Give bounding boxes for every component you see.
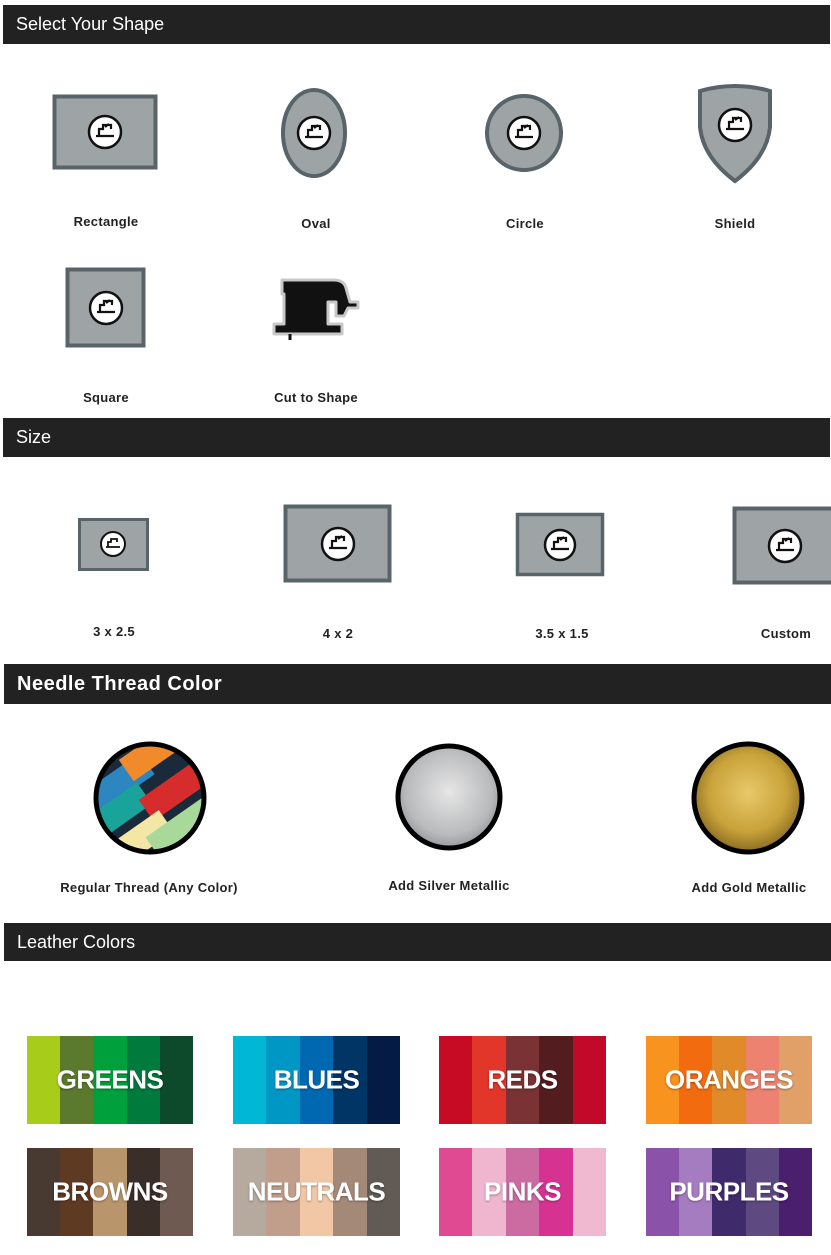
leather-swatch-reds[interactable]	[439, 1036, 606, 1124]
section-title: Size	[16, 427, 52, 447]
thread-option-regular[interactable]	[90, 738, 210, 858]
thread-option-gold[interactable]	[688, 738, 808, 858]
sewing-machine-icon	[272, 272, 364, 342]
size-option-4x2[interactable]	[270, 495, 410, 640]
size-option-3x2.5[interactable]	[60, 500, 170, 640]
shape-label-square: Square	[83, 390, 129, 405]
oval-patch-icon	[281, 88, 351, 180]
section-title: Leather Colors	[17, 931, 136, 952]
leather-swatch-label: BROWNS	[52, 1176, 168, 1207]
large-patch-icon	[284, 505, 394, 585]
shape-label-rectangle: Rectangle	[73, 214, 139, 229]
size-option-custom[interactable]	[720, 495, 831, 640]
gold-thread-image	[690, 740, 806, 856]
size-option-3.5x1.5[interactable]	[500, 500, 620, 640]
square-patch-icon	[66, 268, 146, 348]
silver-thread-image	[394, 742, 504, 852]
leather-swatch-greens[interactable]	[27, 1036, 193, 1124]
leather-swatch-label: GREENS	[56, 1064, 164, 1095]
thread-label-regular: Regular Thread (Any Color)	[60, 880, 238, 895]
shape-label-circle: Circle	[506, 216, 544, 231]
shape-label-shield: Shield	[714, 216, 756, 231]
size-label-custom: Custom	[760, 626, 812, 641]
leather-swatch-label: ORANGES	[665, 1064, 793, 1095]
leather-swatch-neutrals[interactable]	[233, 1148, 400, 1236]
shape-option-square[interactable]	[40, 255, 175, 410]
shape-option-cut-to-shape[interactable]	[250, 255, 385, 410]
leather-swatch-label: PURPLES	[669, 1176, 789, 1207]
section-header-shape	[3, 5, 830, 44]
section-header-size	[3, 418, 830, 457]
rectangle-patch-icon	[53, 95, 159, 171]
thread-spools-image	[92, 740, 208, 856]
size-label-3.5x1.5: 3.5 x 1.5	[535, 626, 589, 641]
custom-patch-icon	[733, 507, 831, 587]
leather-swatch-label: PINKS	[484, 1176, 561, 1207]
shape-label-cut-to-shape: Cut to Shape	[274, 390, 358, 405]
leather-swatch-browns[interactable]	[27, 1148, 193, 1236]
shape-label-oval: Oval	[301, 216, 331, 231]
thread-label-gold: Add Gold Metallic	[691, 880, 807, 895]
leather-swatch-purples[interactable]	[646, 1148, 812, 1236]
leather-swatch-label: NEUTRALS	[247, 1176, 386, 1207]
section-header-leather	[4, 923, 831, 961]
size-label-3x2.5: 3 x 2.5	[93, 624, 135, 639]
thread-label-silver: Add Silver Metallic	[388, 878, 510, 893]
section-header-thread	[4, 664, 831, 704]
shield-patch-icon	[697, 85, 777, 185]
section-title: Needle Thread Color	[17, 672, 223, 695]
circle-patch-icon	[485, 94, 565, 174]
section-title: Select Your Shape	[16, 14, 165, 34]
size-label-4x2: 4 x 2	[322, 626, 354, 641]
leather-swatch-pinks[interactable]	[439, 1148, 606, 1236]
leather-swatch-label: BLUES	[273, 1064, 360, 1095]
leather-swatch-oranges[interactable]	[646, 1036, 812, 1124]
small-patch-icon	[78, 518, 150, 572]
leather-swatch-blues[interactable]	[233, 1036, 400, 1124]
leather-swatch-label: REDS	[487, 1064, 558, 1095]
medium-patch-icon	[516, 513, 606, 579]
thread-option-silver[interactable]	[390, 738, 508, 856]
